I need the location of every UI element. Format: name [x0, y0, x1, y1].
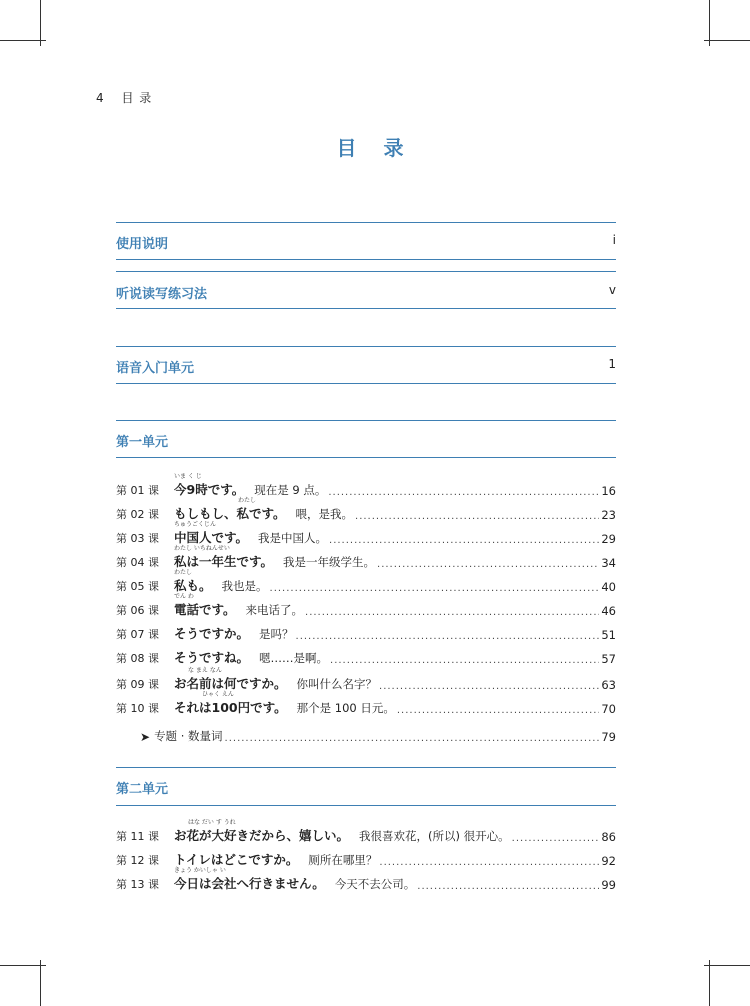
lesson-entry[interactable] [116, 667, 616, 692]
lesson-title-jp: そうですね。 [174, 650, 250, 665]
toc-entry-page: 1 [608, 357, 616, 371]
furigana: ひゃく えん [202, 691, 234, 698]
lesson-number: 第 10 课 [116, 702, 159, 715]
toc-entry-label: 使用说明 [116, 237, 169, 252]
lesson-page: 29 [601, 532, 616, 546]
lesson-number: 第 12 课 [116, 854, 159, 867]
furigana: わたし いちねんせい [174, 545, 230, 552]
toc-entry-phonetics[interactable] [116, 357, 616, 377]
leader-dots [512, 833, 600, 844]
lesson-number: 第 08 课 [116, 652, 159, 665]
lesson-title-cn: 来电话了。 [245, 603, 304, 617]
lesson-page: 70 [601, 702, 616, 716]
lesson-page: 46 [601, 604, 616, 618]
lesson-entry[interactable] [116, 691, 616, 716]
leader-dots [225, 733, 600, 744]
lesson-entry[interactable] [116, 819, 616, 844]
lesson-title-cn: 喂，是我。 [295, 507, 354, 521]
leader-dots [330, 655, 599, 666]
lesson-title-cn: 现在是 9 点。 [254, 483, 327, 497]
leader-dots [270, 583, 600, 594]
furigana: いま く じ [174, 473, 202, 480]
lesson-page: 63 [601, 678, 616, 692]
lesson-title-jp: わたし 私も。 [174, 569, 212, 593]
leader-dots [397, 705, 600, 716]
lesson-number: 第 02 课 [116, 508, 159, 521]
crop-mark [0, 40, 46, 41]
lesson-title-jp: ちゅうごくじん 中国人です。 [174, 521, 249, 545]
lesson-number: 第 13 课 [116, 878, 159, 891]
topic-page: 79 [601, 730, 616, 744]
lesson-page: 92 [601, 854, 616, 868]
toc-entry-page: i [612, 233, 616, 247]
leader-dots [305, 607, 599, 618]
page-number: 4 [96, 91, 105, 105]
toc-entry-label: 听说读写练习法 [116, 287, 208, 302]
furigana: な まえ なん [188, 667, 222, 674]
lesson-title-cn: 那个是 100 日元。 [296, 701, 395, 715]
lesson-title-jp: わたし いちねんせい 私は一年生です。 [174, 545, 274, 569]
lesson-title-jp: わたし もしもし、私です。 [174, 497, 286, 521]
toc-entry-page: v [608, 283, 616, 297]
lesson-number: 第 06 课 [116, 604, 159, 617]
lesson-title-cn: 我也是。 [221, 579, 268, 593]
lesson-title-jp: な まえ なん お名前は何ですか。 [174, 667, 287, 691]
lesson-entry[interactable] [116, 624, 616, 642]
divider [116, 805, 616, 806]
crop-mark [0, 965, 46, 966]
leader-dots [296, 631, 600, 642]
lesson-entry[interactable] [116, 867, 616, 892]
divider [116, 767, 616, 768]
lesson-number: 第 05 课 [116, 580, 159, 593]
divider [116, 222, 616, 223]
lesson-page: 34 [601, 556, 616, 570]
lesson-page: 40 [601, 580, 616, 594]
leader-dots [355, 511, 599, 522]
lesson-page: 23 [601, 508, 616, 522]
leader-dots [329, 535, 599, 546]
lesson-number: 第 04 课 [116, 556, 159, 569]
page-title: 目 录 [336, 136, 414, 160]
lesson-title-jp: はな だい す うれ お花が大好きだから、嬉しい。 [174, 819, 350, 843]
divider [116, 346, 616, 347]
lesson-title-jp: きょう かいしゃ い 今日は会社へ行きません。 [174, 867, 325, 891]
furigana: でん わ [174, 593, 194, 600]
lesson-page: 57 [601, 652, 616, 666]
lesson-number: 第 01 课 [116, 484, 159, 497]
toc-entry-label: 语音入门单元 [116, 361, 195, 376]
lesson-page: 99 [601, 878, 616, 892]
lesson-title-cn: 是吗？ [259, 627, 294, 641]
crop-mark [704, 40, 750, 41]
leader-dots [417, 881, 599, 892]
unit-title: 第一单元 [116, 435, 169, 450]
lesson-title-jp: そうですか。 [174, 626, 250, 641]
lesson-title-cn: 你叫什么名字？ [296, 677, 378, 691]
topic-label: 专题 · 数量词 [154, 729, 223, 743]
leader-dots [328, 487, 599, 498]
running-header [96, 89, 152, 106]
divider [116, 271, 616, 272]
lesson-title-jp: でん わ 電話です。 [174, 593, 236, 617]
furigana: はな だい す うれ [188, 819, 236, 826]
crop-mark [40, 960, 41, 1006]
crop-mark [709, 960, 710, 1006]
furigana: わたし [238, 497, 257, 504]
furigana: わたし [174, 569, 193, 576]
lesson-number: 第 11 课 [116, 830, 159, 843]
lesson-title-jp: いま く じ 今9時です。 [174, 473, 245, 497]
lesson-title-cn: 今天不去公司。 [334, 877, 416, 891]
crop-mark [704, 965, 750, 966]
lesson-title-cn: 我很喜欢花，(所以) 很开心。 [359, 829, 510, 843]
lesson-page: 16 [601, 484, 616, 498]
divider [116, 457, 616, 458]
lesson-title-jp: トイレはどこですか。 [174, 852, 299, 867]
lesson-number: 第 07 课 [116, 628, 159, 641]
lesson-page: 51 [601, 628, 616, 642]
divider [116, 383, 616, 384]
lesson-entry[interactable] [116, 473, 616, 498]
lesson-number: 第 09 课 [116, 678, 159, 691]
divider [116, 259, 616, 260]
toc-entry-practice[interactable] [116, 283, 616, 303]
unit-title: 第二单元 [116, 782, 169, 797]
lesson-entry[interactable] [116, 648, 616, 666]
lesson-title-cn: 嗯……是啊。 [259, 651, 329, 665]
lesson-page: 86 [601, 830, 616, 844]
leader-dots [379, 681, 599, 692]
header-section: 目 录 [121, 91, 153, 105]
furigana: きょう かいしゃ い [174, 867, 226, 874]
leader-dots [377, 559, 599, 570]
leader-dots [379, 857, 599, 868]
furigana: ちゅうごくじん [174, 521, 217, 528]
divider [116, 420, 616, 421]
toc-entry-usage[interactable] [116, 233, 616, 253]
divider [116, 308, 616, 309]
chevron-right-icon: ➤ [140, 730, 151, 744]
lesson-title-cn: 我是中国人。 [258, 531, 328, 545]
lesson-title-cn: 我是一年级学生。 [283, 555, 376, 569]
lesson-number: 第 03 课 [116, 532, 159, 545]
lesson-entry[interactable] [116, 593, 616, 618]
lesson-title-jp: ひゃく えん それは100円です。 [174, 691, 287, 715]
topic-entry[interactable] [140, 726, 616, 744]
lesson-title-cn: 厕所在哪里？ [308, 853, 378, 867]
